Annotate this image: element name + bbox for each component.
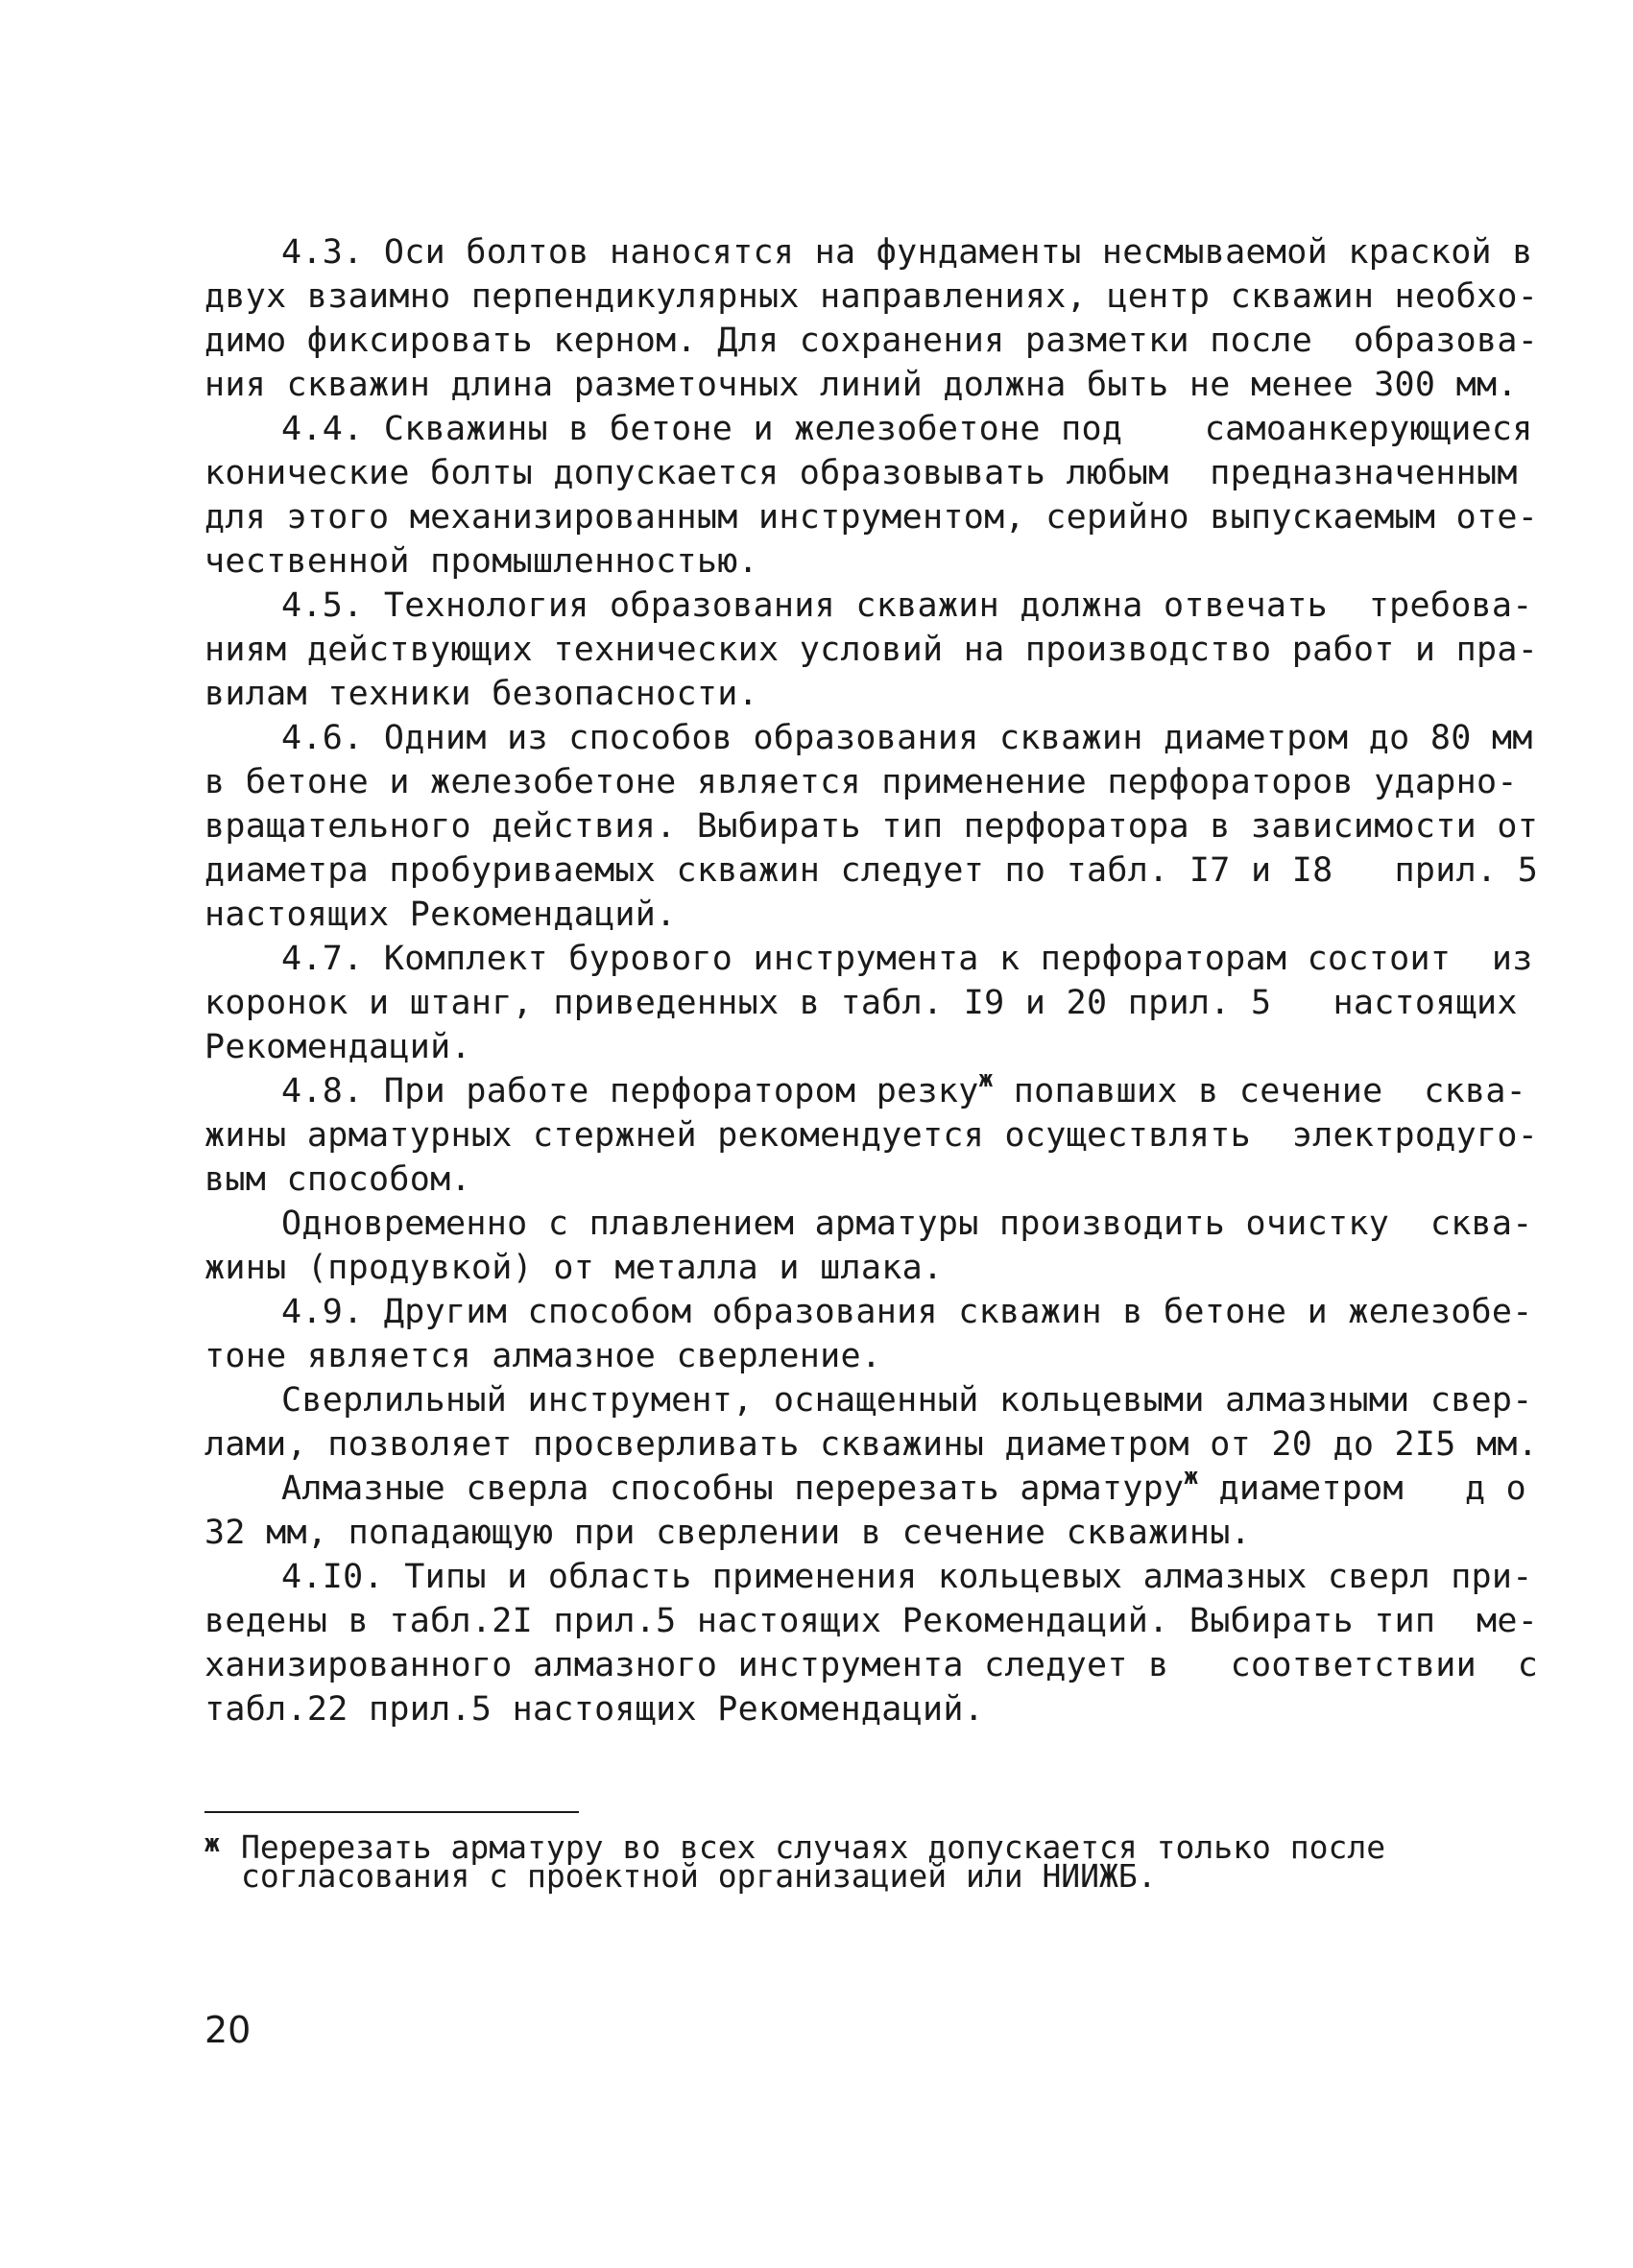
text-line: Сверлильный инструмент, оснащенный кольцевыми алмазными свер- (281, 1381, 1533, 1420)
text-fragment: диаметром д о (1198, 1469, 1527, 1508)
text-line: 4.I0. Типы и область применения кольцевых алмазных сверл при- (281, 1558, 1533, 1596)
footnote-marker: ж (204, 1829, 220, 1858)
page-number: 20 (204, 2009, 252, 2051)
text-line (204, 1065, 1527, 1113)
footnote-divider (204, 1811, 579, 1813)
text-line: чественной промышленностью. (204, 542, 759, 581)
text-line: диаметра пробуриваемых скважин следует по табл. I7 и I8 прил. 5 (204, 851, 1539, 890)
text-line: вращательного действия. Выбирать тип перфоратора в зависимости от (204, 807, 1539, 846)
text-line: жины арматурных стержней рекомендуется осуществлять электродуго- (204, 1116, 1539, 1155)
paragraph-4-10 (204, 1555, 1539, 1731)
text-line: лами, позволяет просверливать скважины диаметром от 20 до 2I5 мм. (204, 1425, 1539, 1464)
paragraph-4-9-drills (204, 1463, 1527, 1555)
text-fragment: Алмазные сверла способны перерезать арматуру (281, 1469, 1185, 1508)
text-line: тоне является алмазное сверление. (204, 1337, 882, 1375)
text-line: конические болты допускается образовывать любым предназначенным (204, 454, 1518, 492)
text-line: жины (продувкой) от металла и шлака. (204, 1249, 944, 1287)
footnote-line: Перерезать арматуру во всех случаях допускается только после (241, 1828, 1386, 1866)
text-line: 4.3. Оси болтов наносятся на фундаменты несмываемой краской в (281, 233, 1533, 272)
paragraph-4-9-tools (204, 1378, 1539, 1467)
paragraph-4-3 (204, 230, 1539, 407)
text-line: ведены в табл.2I прил.5 настоящих Рекомендаций. Выбирать тип ме- (204, 1602, 1539, 1640)
text-fragment: попавших в сечение сква- (993, 1072, 1527, 1110)
text-line: димо фиксировать керном. Для сохранения разметки после образова- (204, 322, 1539, 360)
main-text (204, 230, 1539, 1731)
text-line: 4.4. Скважины в бетоне и железобетоне под самоанкерующиеся (281, 410, 1533, 448)
text-line: настоящих Рекомендаций. (204, 895, 677, 934)
text-line: ния скважин длина разметочных линий должна быть не менее 300 мм. (204, 366, 1518, 404)
text-fragment: 4.8. При работе перфоратором резку (281, 1072, 979, 1110)
footnote-marker: ж (978, 1065, 994, 1092)
text-line: Рекомендаций. (204, 1028, 471, 1066)
text-line: двух взаимно перпендикулярных направлениях, центр скважин необхо- (204, 277, 1539, 316)
text-line: в бетоне и железобетоне является применение перфораторов ударно- (204, 763, 1518, 801)
text-line: 4.9. Другим способом образования скважин в бетоне и железобе- (281, 1293, 1533, 1331)
paragraph-4-5 (204, 584, 1539, 716)
text-line: 4.6. Одним из способов образования скважин диаметром до 80 мм (281, 719, 1533, 757)
text-line (204, 1463, 1527, 1511)
text-line: для этого механизированным инструментом, серийно выпускаемым оте- (204, 498, 1539, 537)
paragraph-4-9 (204, 1290, 1533, 1378)
footnote (204, 1828, 1424, 1895)
paragraph-4-4 (204, 407, 1539, 584)
paragraph-4-8 (204, 1065, 1539, 1202)
text-line: ниям действующих технических условий на производство работ и пра- (204, 631, 1539, 669)
paragraph-4-8-continued (204, 1202, 1533, 1290)
footnote-marker: ж (1184, 1463, 1199, 1490)
paragraph-4-7 (204, 937, 1533, 1069)
text-line: ханизированного алмазного инструмента следует в соответствии с (204, 1646, 1539, 1684)
text-line: 4.7. Комплект бурового инструмента к перфораторам состоит из (281, 940, 1533, 978)
text-line: коронок и штанг, приведенных в табл. I9 и 20 прил. 5 настоящих (204, 984, 1518, 1022)
text-line: 32 мм, попадающую при сверлении в сечение скважины. (204, 1514, 1251, 1552)
text-line: табл.22 прил.5 настоящих Рекомендаций. (204, 1690, 985, 1729)
paragraph-4-6 (204, 716, 1539, 937)
text-line: вым способом. (204, 1160, 471, 1199)
text-line: Одновременно с плавлением арматуры производить очистку сква- (281, 1205, 1533, 1243)
text-line: 4.5. Технология образования скважин должна отвечать требова- (281, 586, 1533, 625)
text-line: вилам техники безопасности. (204, 675, 759, 713)
footnote-line: согласования с проектной организацией или НИИЖБ. (241, 1857, 1157, 1895)
